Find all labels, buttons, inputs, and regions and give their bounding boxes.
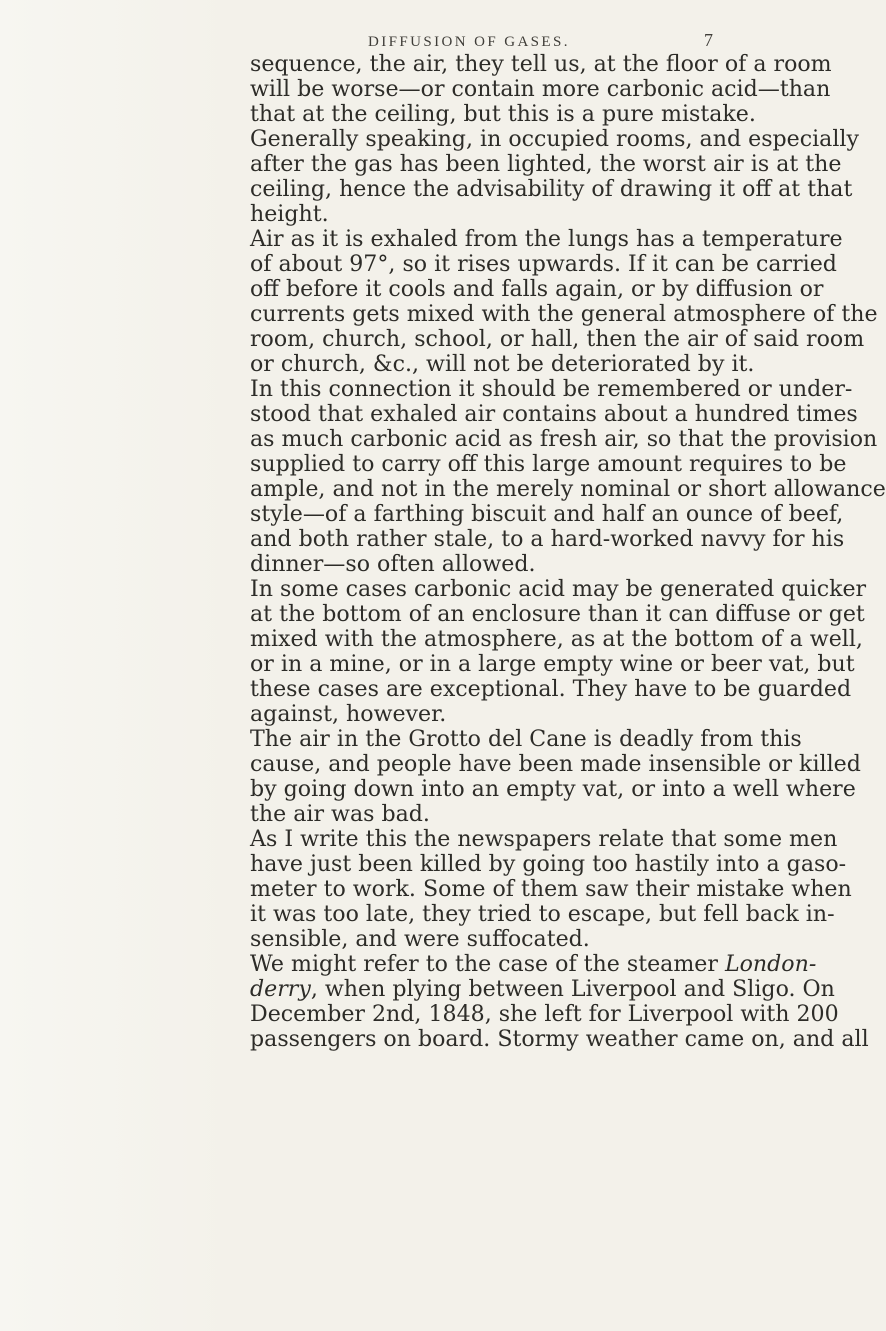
text-line: cause, and people have been made insensible or killed <box>250 751 861 777</box>
page-margin <box>0 0 230 1331</box>
text-line: December 2nd, 1848, she left for Liverpool with 200 <box>250 1001 839 1027</box>
text-line: off before it cools and falls again, or by diffusion or <box>250 276 824 302</box>
text-line: In this connection it should be remembered or under- <box>250 376 853 402</box>
body-text <box>250 51 886 1052</box>
text-line: As I write this the newspapers relate that some men <box>250 826 838 852</box>
ship-name-tail: derry <box>250 976 311 1002</box>
text-line: sequence, the air, they tell us, at the floor of a room <box>250 51 832 77</box>
text-line <box>250 976 835 1002</box>
text-line: dinner—so often allowed. <box>250 551 536 577</box>
ship-name-continued <box>250 976 835 1002</box>
text-line: The air in the Grotto del Cane is deadly from this <box>250 726 802 752</box>
page-number: 7 <box>704 30 713 50</box>
text-line <box>250 951 817 977</box>
text-line: Generally speaking, in occupied rooms, and especially <box>250 126 859 152</box>
text-line: that at the ceiling, but this is a pure mistake. <box>250 101 756 127</box>
text-line: sensible, and were suffocated. <box>250 926 590 952</box>
text-line: after the gas has been lighted, the worst air is at the <box>250 151 842 177</box>
text-line: these cases are exceptional. They have to be guarded <box>250 676 852 702</box>
text-line: ceiling, hence the advisability of drawing it off at that <box>250 176 853 202</box>
text-line: or in a mine, or in a large empty wine or beer vat, but <box>250 651 855 677</box>
text-line: passengers on board. Stormy weather came on, and all <box>250 1026 869 1052</box>
text-line: stood that exhaled air contains about a hundred times <box>250 401 858 427</box>
ship-name: London- <box>724 951 817 977</box>
text-line: mixed with the atmosphere, as at the bottom of a well, <box>250 626 863 652</box>
text-line: as much carbonic acid as fresh air, so that the provision <box>250 426 878 452</box>
text-line: the air was bad. <box>250 801 430 827</box>
text-line: by going down into an empty vat, or into a well where <box>250 776 856 802</box>
text-line: against, however. <box>250 701 447 727</box>
text-line: currents gets mixed with the general atmosphere of the <box>250 301 878 327</box>
text-line: have just been killed by going too hastily into a gaso- <box>250 851 847 877</box>
text-line: supplied to carry off this large amount requires to be <box>250 451 847 477</box>
text-line: ample, and not in the merely nominal or short allowance <box>250 476 886 502</box>
text-line: or church, &c., will not be deteriorated by it. <box>250 351 755 377</box>
text-line-rest: , when plying between Liverpool and Sligo. On <box>310 976 835 1002</box>
text-line: of about 97°, so it rises upwards. If it can be carried <box>250 251 837 277</box>
text-line: it was too late, they tried to escape, but fell back in- <box>250 901 835 927</box>
text-line-part: We might refer to the case of the steamer <box>250 951 718 977</box>
text-line: Air as it is exhaled from the lungs has a temperature <box>250 226 843 252</box>
text-line: height. <box>250 201 329 227</box>
text-line: and both rather stale, to a hard-worked navvy for his <box>250 526 845 552</box>
text-line: In some cases carbonic acid may be generated quicker <box>250 576 867 602</box>
text-line: will be worse—or contain more carbonic acid—than <box>250 76 831 102</box>
text-line: at the bottom of an enclosure than it can diffuse or get <box>250 601 865 627</box>
text-line: meter to work. Some of them saw their mistake when <box>250 876 852 902</box>
text-line: room, church, school, or hall, then the air of said room <box>250 326 865 352</box>
text-line: style—of a farthing biscuit and half an ounce of beef, <box>250 501 844 527</box>
running-title: DIFFUSION OF GASES. <box>368 34 570 50</box>
